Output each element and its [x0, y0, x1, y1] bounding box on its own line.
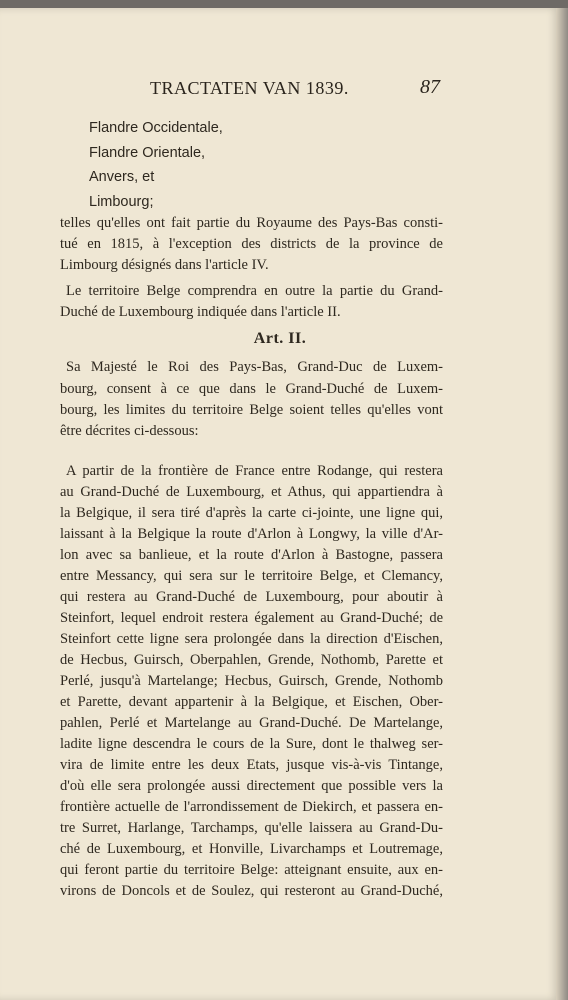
article-heading: Art. II. — [253, 330, 307, 347]
paragraph-line: tué en 1815, à l'exception des districts de la province de — [60, 236, 443, 252]
paragraph-line: entre Messancy, qui sera sur le territoire Belge, et Clemancy, — [60, 568, 443, 584]
running-title: TRACTATEN VAN 1839. — [150, 78, 349, 98]
paragraph-line: d'où elle sera prolongée aussi directement que possible vers la — [60, 778, 443, 794]
paragraph-line: ladite ligne descendra le cours de la Sure, dont le thalweg ser- — [60, 736, 443, 752]
paragraph-line: bourg, les limites du territoire Belge soient telles qu'elles vont — [60, 402, 443, 418]
paragraph-line: Steinfort cette ligne sera prolongée dans la direction d'Eischen, — [60, 631, 443, 647]
paragraph-line: ché de Luxembourg, et Honville, Livarchamps et Loutremage, — [60, 841, 443, 857]
paragraph-line: Steinfort, lequel endroit restera également au Grand-Duché; de — [60, 610, 443, 626]
paragraph-line: Duché de Luxembourg indiquée dans l'article II. — [60, 304, 341, 320]
paragraph-line: pahlen, Perlé et Martelange au Grand-Duché. De Martelange, — [60, 715, 443, 731]
paragraph-line: Sa Majesté le Roi des Pays-Bas, Grand-Duc de Luxem- — [66, 359, 443, 375]
paragraph-line: telles qu'elles ont fait partie du Royaume des Pays-Bas consti- — [60, 215, 443, 231]
paragraph-line: de Hecbus, Guirsch, Oberpahlen, Grende, Nothomb, Parette et — [60, 652, 443, 668]
paragraph-line: laissant à la Belgique la route d'Arlon à Longwy, la ville d'Ar- — [60, 526, 443, 542]
paragraph-line: tre Surret, Harlange, Tarchamps, qu'elle laissera au Grand-Du- — [60, 820, 443, 836]
page-header — [0, 78, 560, 108]
paragraph-line: A partir de la frontière de France entre Rodange, qui restera — [66, 463, 443, 479]
paragraph-line: lon avec sa banlieue, et la route d'Arlon à Bastogne, passera — [60, 547, 443, 563]
page-number: 87 — [420, 76, 440, 98]
paragraph-line: et Parette, devant appartenir à la Belgique, et Eischen, Ober- — [60, 694, 443, 710]
paragraph-line: la Belgique, il sera tiré d'après la carte ci-jointe, une ligne qui, — [60, 505, 443, 521]
paragraph-line: être décrites ci-dessous: — [60, 423, 199, 439]
list-item: Flandre Occidentale, — [89, 120, 223, 136]
paragraph-line: Le territoire Belge comprendra en outre la partie du Grand- — [66, 283, 443, 299]
paragraph-line: Perlé, jusqu'à Martelange; Hecbus, Guirsch, Grende, Nothomb — [60, 673, 443, 689]
page-edge — [556, 8, 568, 1000]
list-item: Flandre Orientale, — [89, 145, 206, 161]
list-item: Limbourg; — [89, 194, 154, 210]
paragraph-line: vira de limite entre les deux Etats, jusque vis-à-vis Tintange, — [60, 757, 443, 773]
paragraph-line: virons de Doncols et de Soulez, qui resteront au Grand-Duché, — [60, 883, 443, 899]
paragraph-line: qui restera au Grand-Duché de Luxembourg, pour aboutir à — [60, 589, 443, 605]
paragraph-line: qui feront partie du territoire Belge: atteignant ensuite, aux en- — [60, 862, 443, 878]
list-item: Anvers, et — [89, 169, 155, 185]
paragraph-line: bourg, consent à ce que dans le Grand-Duché de Luxem- — [60, 381, 443, 397]
paragraph-line: au Grand-Duché de Luxembourg, et Athus, qui appartiendra à — [60, 484, 443, 500]
paragraph-line: Limbourg désignés dans l'article IV. — [60, 257, 269, 273]
paragraph-line: frontière actuelle de l'arrondissement de Diekirch, et passera en- — [60, 799, 443, 815]
